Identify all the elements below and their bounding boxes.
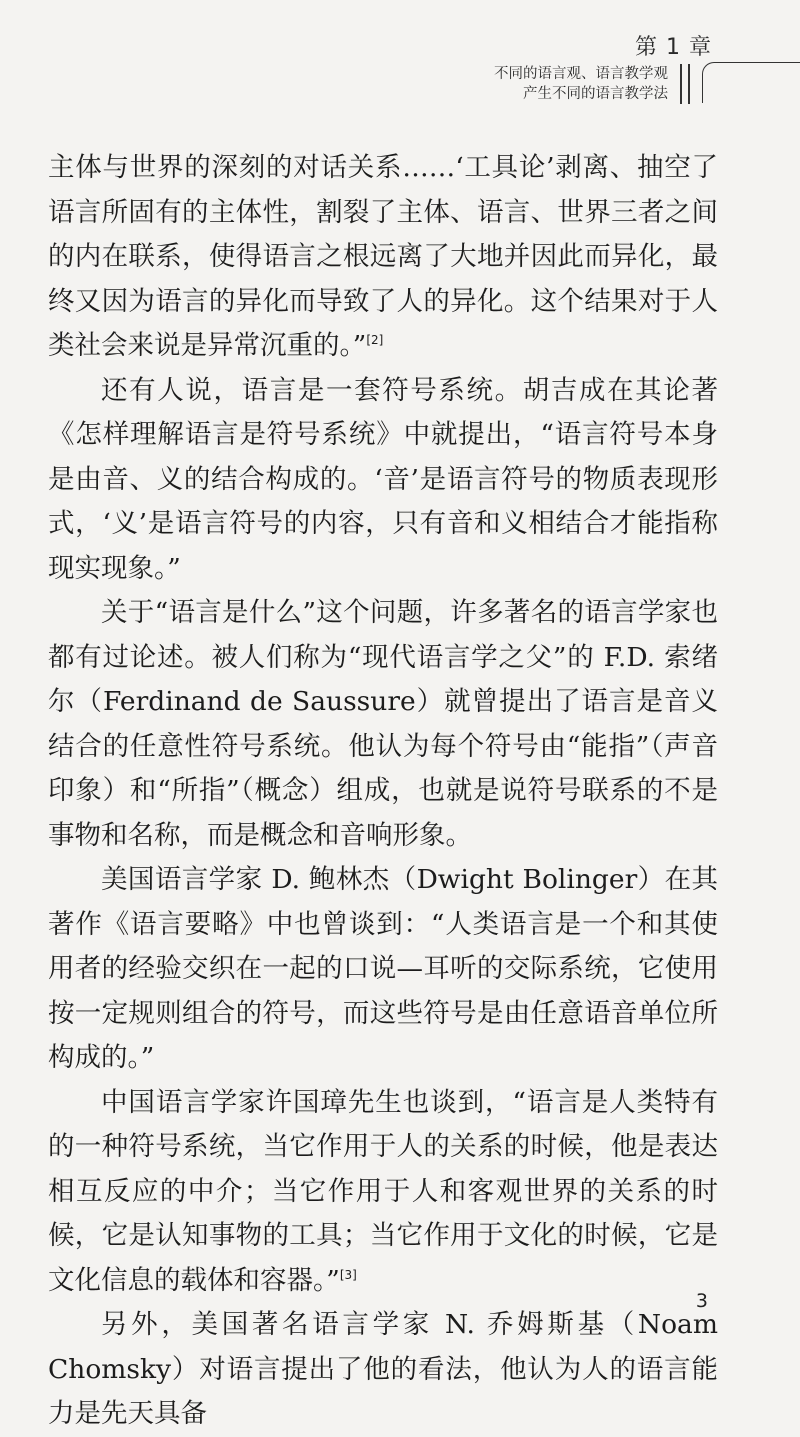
body-text [48,146,718,1437]
chapter-subtitle-line-2: 产生不同的语言教学法 [523,86,668,102]
chapter-label: 第 1 章 [635,35,712,60]
paragraph-4 [48,858,718,1081]
footnote-ref-2[interactable]: [2] [366,333,384,347]
header-rule [702,62,800,103]
paragraph-5 [48,1081,718,1304]
paragraph-3-text: 关于“语言是什么”这个问题，许多著名的语言学家也都有过论述。被人们称为“现代语言学之父”的 F.D. 索绪尔（Ferdinand de Saussure）就曾提出了语言是音义结合的任意性符号系统。他认为每个符号由“能指”（声音印象）和“所指”（概念）组成，也就是说符号联系的不是事物和名称，而是概念和音响形象。 [48,597,718,851]
paragraph-1-text: 主体与世界的深刻的对话关系……‘工具论’剥离、抽空了语言所固有的主体性，割裂了主体、语言、世界三者之间的内在联系，使得语言之根远离了大地并因此而异化，最终又因为语言的异化而导致了人的异化。这个结果对于人类社会来说是异常沉重的。” [48,152,718,361]
footnote-ref-3[interactable]: [3] [339,1267,357,1282]
paragraph-5-text: 中国语言学家许国璋先生也谈到，“语言是人类特有的一种符号系统，当它作用于人的关系的时候，他是表达相互反应的中介；当它作用于人和客观世界的关系的时候，它是认知事物的工具；当它作用于文化的时候，它是文化信息的载体和容器。” [48,1086,718,1296]
paragraph-2 [48,369,718,592]
paragraph-6 [48,1303,718,1437]
header-bar [680,64,682,104]
paragraph-6-text: 另外，美国著名语言学家 N. 乔姆斯基（Noam Chomsky）对语言提出了他的看法，他认为人的语言能力是先天具备 [48,1309,718,1429]
chapter-subtitle-line-1: 不同的语言观、语言教学观 [494,66,668,82]
page-number: 3 [695,1290,708,1312]
paragraph-1 [48,146,718,369]
header-divider-bars [680,64,694,104]
header-bar [688,64,690,104]
paragraph-2-text: 还有人说，语言是一套符号系统。胡吉成在其论著《怎样理解语言是符号系统》中就提出，“语言符号本身是由音、义的结合构成的。‘音’是语言符号的物质表现形式，‘义’是语言符号的内容，只有音和义相结合才能指称现实现象。” [48,374,718,584]
paragraph-4-text: 美国语言学家 D. 鲍林杰（Dwight Bolinger）在其著作《语言要略》中也曾谈到：“人类语言是一个和其使用者的经验交织在一起的口说—耳听的交际系统，它使用按一定规则组合的符号，而这些符号是由任意语音单位所构成的。” [48,864,718,1073]
chapter-subtitle [494,64,668,104]
paragraph-3 [48,591,718,858]
